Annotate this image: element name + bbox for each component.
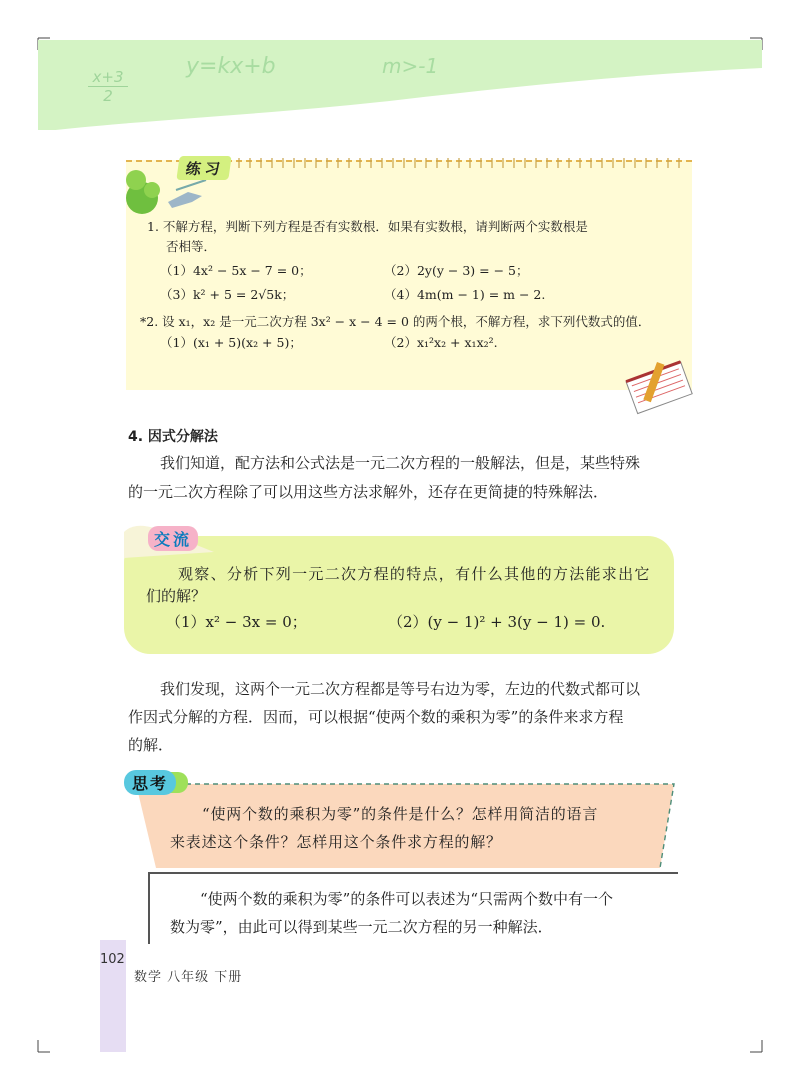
- exercise-q1-line2: 否相等．: [166, 239, 217, 254]
- exercise-q1-item: （1）4x² − 5x − 7 = 0；: [160, 263, 312, 278]
- exercise-q1-item: （4）4m(m − 1) = m − 2.: [384, 287, 546, 302]
- exercise-badge-text: 练习: [184, 160, 226, 178]
- discussion-line: 观察、分析下列一元二次方程的特点，有什么其他的方法能求出它: [178, 565, 651, 583]
- paragraph-line: 我们发现，这两个一元二次方程都是等号右边为零，左边的代数式都可以: [160, 680, 641, 698]
- discussion-badge: [148, 526, 198, 551]
- paragraph-line: 的解．: [128, 736, 174, 754]
- exercise-q2-item: （1）(x₁ + 5)(x₂ + 5)；: [160, 335, 302, 350]
- thinking-badge: [124, 770, 176, 795]
- banner-linear-formula: y=kx+b: [186, 54, 276, 79]
- notebook-rings: [200, 156, 690, 170]
- discussion-equation: （1）x² − 3x = 0；: [166, 613, 307, 631]
- paragraph-line: 我们知道，配方法和公式法是一元二次方程的一般解法，但是，某些特殊: [160, 454, 641, 472]
- book-title: 数学 八年级 下册: [134, 970, 243, 985]
- thinking-line: 来表述这个条件？怎样用这个条件求方程的解？: [170, 833, 502, 851]
- notebook-pencil-icon: [622, 356, 700, 418]
- discussion-equation: （2）(y − 1)² + 3(y − 1) = 0.: [388, 613, 606, 631]
- banner-fraction: [88, 68, 128, 105]
- exercise-q2-item: （2）x₁²x₂ + x₁x₂².: [384, 335, 498, 350]
- section-heading: 4. 因式分解法: [128, 429, 218, 445]
- paragraph-line: 作因式分解的方程．因而，可以根据“使两个数的乘积为零”的条件来求方程: [128, 708, 624, 726]
- fraction-numerator: x+3: [88, 68, 128, 87]
- thinking-badge-text: 思考: [124, 770, 176, 795]
- discussion-line: 们的解？: [146, 587, 207, 605]
- discussion-badge-text: 交流: [148, 526, 198, 551]
- exercise-q1-line1: 1. 不解方程，判断下列方程是否有实数根．如果有实数根，请判断两个实数根是: [147, 219, 588, 234]
- banner-inequality: m>-1: [382, 54, 439, 78]
- answer-line: 数为零”，由此可以得到某些一元二次方程的另一种解法．: [170, 918, 553, 936]
- answer-line: “使两个数的乘积为零”的条件可以表述为“只需两个数中有一个: [200, 890, 614, 908]
- exercise-q2-line: *2. 设 x₁，x₂ 是一元二次方程 3x² − x − 4 = 0 的两个根，不解方程，求下列代数式的值．: [140, 314, 651, 329]
- page-number: 102: [100, 952, 125, 967]
- header-banner: [38, 40, 762, 130]
- paragraph-line: 的一元二次方程除了可以用这些方法求解外，还存在更简捷的特殊解法．: [128, 483, 609, 501]
- exercise-q1-item: （2）2y(y − 3) = − 5；: [384, 263, 529, 278]
- exercise-q1-item: （3）k² + 5 = 2√5k；: [160, 287, 295, 302]
- fraction-denominator: 2: [103, 87, 113, 105]
- exercise-badge: [176, 156, 231, 180]
- thinking-line: “使两个数的乘积为零”的条件是什么？怎样用简洁的语言: [202, 805, 599, 823]
